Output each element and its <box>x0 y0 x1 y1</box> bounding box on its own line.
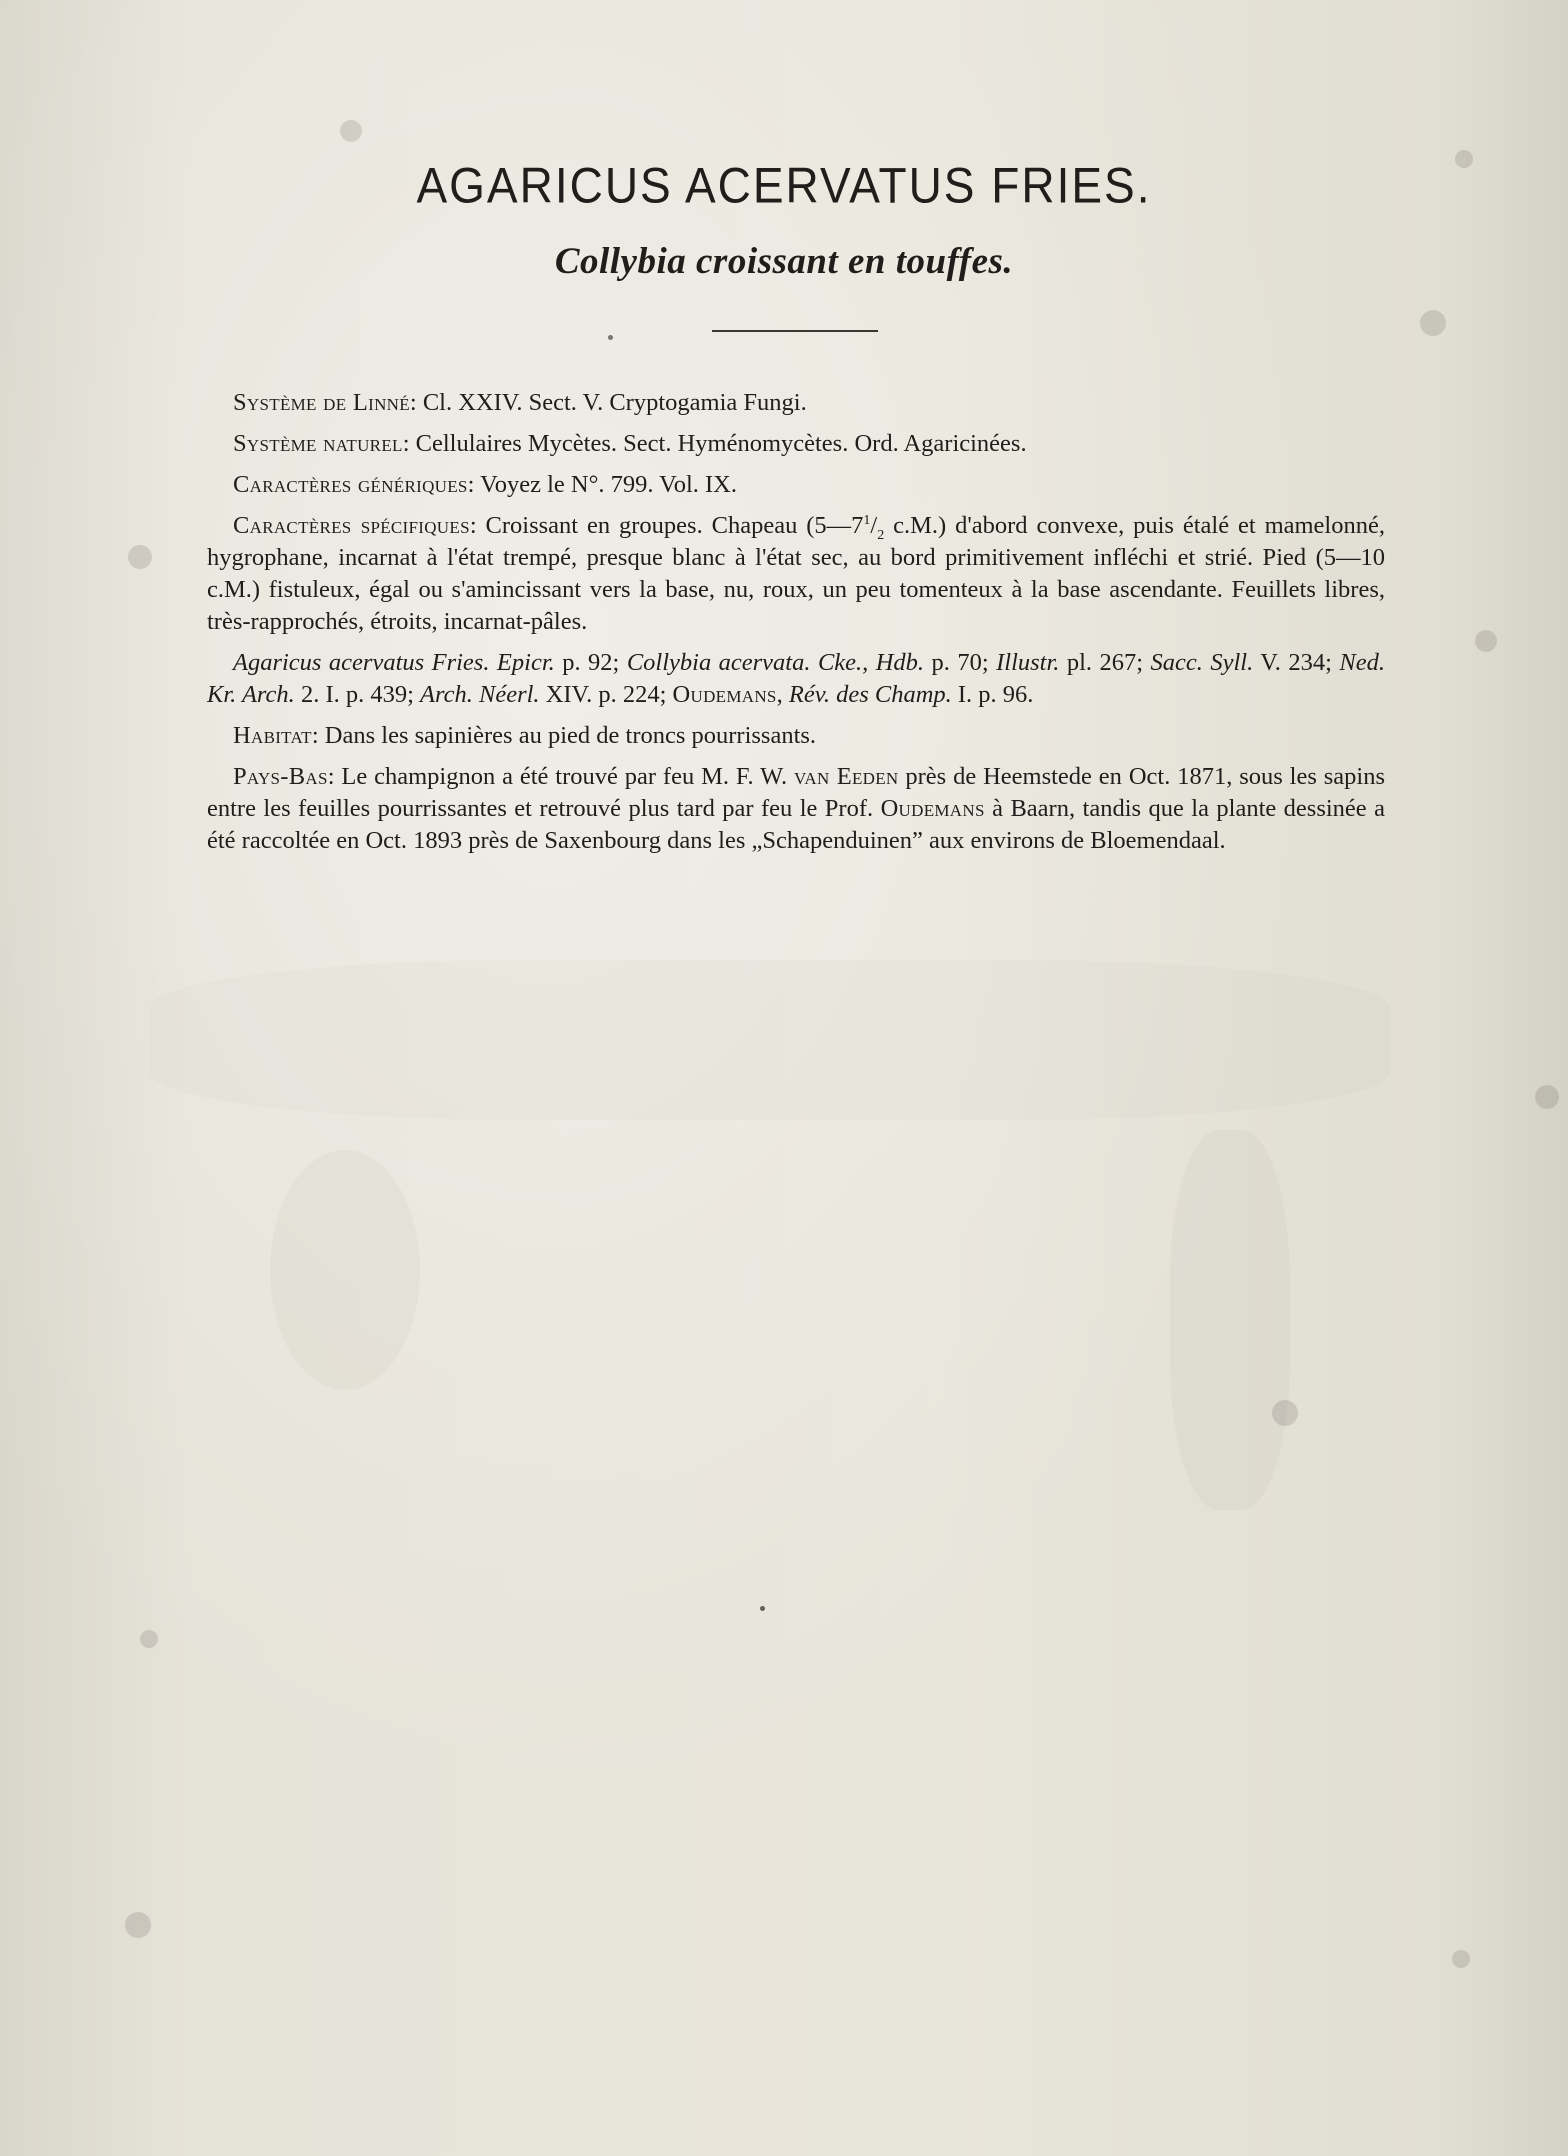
show-through-stain <box>150 960 1390 1120</box>
name-oudemans: Oudemans <box>880 795 985 822</box>
ref-text: V. 234; <box>1253 649 1340 676</box>
paragraph-pays-bas <box>207 761 1385 857</box>
paragraph-systeme-linne <box>207 387 1385 419</box>
ref-text: , <box>776 681 789 708</box>
ref-text: p. 92; <box>554 649 627 676</box>
paper-speck <box>140 1630 158 1648</box>
fraction-slash: / <box>870 512 878 539</box>
show-through-stain <box>270 1150 420 1390</box>
paper-speck <box>1475 630 1497 652</box>
ref-illustr: Illustr. <box>996 649 1060 676</box>
paper-speck <box>760 1606 765 1611</box>
ref-text: 2. I. p. 439; <box>294 681 421 708</box>
paper-speck <box>125 1912 151 1938</box>
text-pays-bas-3: à Baarn, tandis que la plante dessinée a été raccoltée en Oct. 1893 près de Saxenbourg dans les „Schapenduinen” aux environs de Bloemendaal. <box>207 795 1385 854</box>
text-pays-bas-2: près de Heemstede en Oct. 1871, sous les sapins entre les feuilles pourrissantes et retrouvé plus tard par feu le Prof. <box>207 763 1385 822</box>
text-caracteres-specifiques-b: c.M.) d'abord convexe, puis étalé et mamelonné, hygrophane, incarnat à l'état trempé, presque blanc à l'état sec, au bord primitivement infléchi et strié. Pied (5—10 c.M.) fistuleux, égal ou s'amincissant vers la base, nu, roux, un peu tomenteux à la base ascendante. Feuillets libres, très-rapprochés, étroits, incarnat-pâles. <box>207 512 1385 635</box>
paper-speck <box>608 335 613 340</box>
name-van-eeden: van Eeden <box>794 763 899 790</box>
ref-text: pl. 267; <box>1059 649 1151 676</box>
paper-speck <box>1420 310 1446 336</box>
ref-oudemans: Oudemans <box>672 681 777 708</box>
text-caracteres-generiques: : Voyez le N°. 799. Vol. IX. <box>467 471 737 498</box>
label-caracteres-specifiques: Caractères spécifiques <box>233 512 470 539</box>
fraction-numerator: 1 <box>863 512 871 528</box>
label-systeme-naturel: Système naturel <box>233 430 403 457</box>
ref-text: XIV. p. 224; <box>539 681 673 708</box>
ref-text: I. p. 96. <box>951 681 1034 708</box>
ref-collybia: Collybia acervata. Cke., Hdb. <box>626 649 925 676</box>
show-through-stain <box>1170 1130 1290 1510</box>
paper-speck <box>340 120 362 142</box>
text-habitat: : Dans les sapinières au pied de troncs pourrissants. <box>311 722 817 749</box>
paragraph-caracteres-generiques <box>207 469 1385 501</box>
title-divider <box>712 330 878 332</box>
paper-speck <box>128 545 152 569</box>
paper-speck <box>1535 1085 1559 1109</box>
label-caracteres-generiques: Caractères génériques <box>233 471 468 498</box>
paper-speck <box>1452 1950 1470 1968</box>
page-subtitle: Collybia croissant en touffes. <box>554 241 1014 282</box>
text-caracteres-specifiques-a: : Croissant en groupes. Chapeau (5—7 <box>469 512 864 539</box>
text-pays-bas-1: : Le champignon a été trouvé par feu M. F. W. <box>327 763 794 790</box>
fraction-denominator: 2 <box>877 527 885 543</box>
text-systeme-linne: : Cl. XXIV. Sect. V. Cryptogamia Fungi. <box>409 389 807 416</box>
text-systeme-naturel: : Cellulaires Mycètes. Sect. Hyménomycètes. Ord. Agaricinées. <box>402 430 1027 457</box>
ref-ned-kr: Ned. Kr. Arch. <box>207 649 1385 708</box>
ref-sacc: Sacc. Syll. <box>1150 649 1254 676</box>
paper-speck <box>1272 1400 1298 1426</box>
paragraph-references <box>207 647 1385 711</box>
paragraph-systeme-naturel <box>207 428 1385 460</box>
description-body <box>207 387 1385 866</box>
paragraph-caracteres-specifiques <box>207 510 1385 638</box>
label-systeme-linne: Système de Linné <box>233 389 410 416</box>
ref-arch-neerl: Arch. Néerl. <box>420 681 540 708</box>
ref-agaricus: Agaricus acervatus Fries. Epicr. <box>233 649 555 676</box>
paragraph-habitat <box>207 720 1385 752</box>
label-pays-bas: Pays-Bas <box>233 763 328 790</box>
ref-rev-champ: Rév. des Champ. <box>788 681 952 708</box>
ref-text: p. 70; <box>924 649 997 676</box>
page-title: AGARICUS ACERVATUS FRIES. <box>416 156 1152 214</box>
label-habitat: Habitat <box>233 722 312 749</box>
